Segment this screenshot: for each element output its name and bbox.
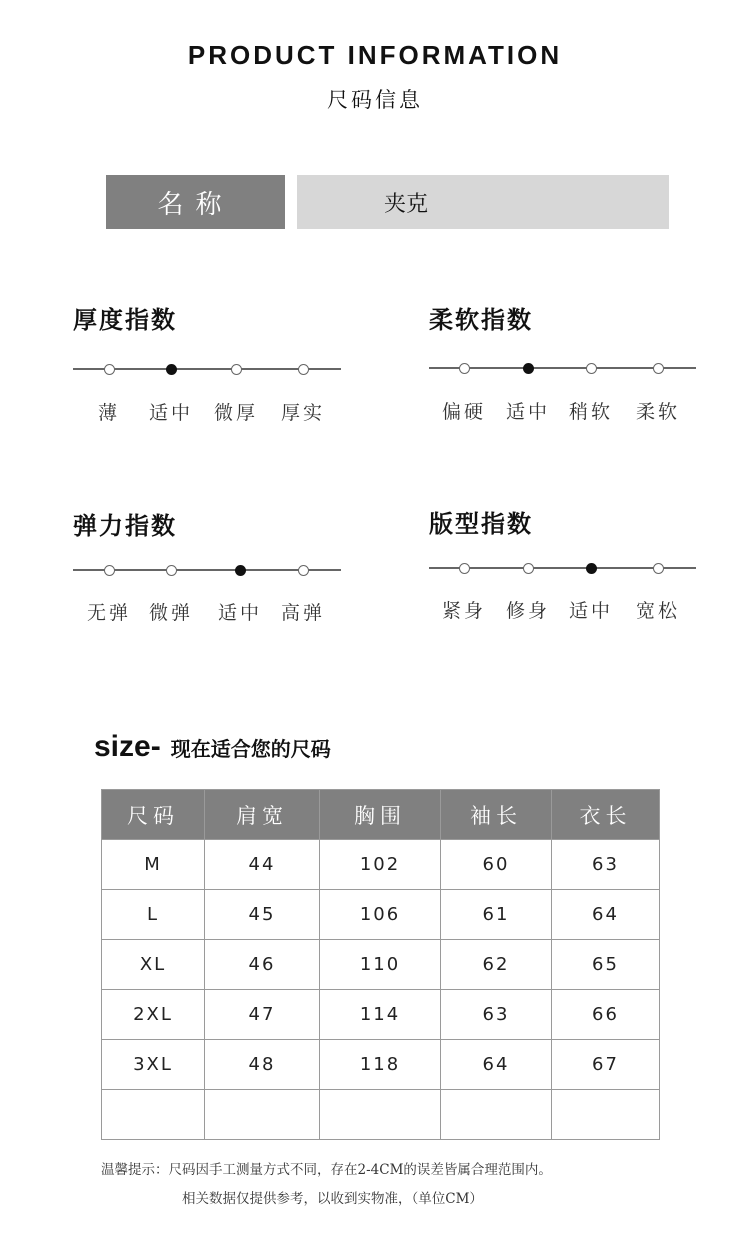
- table-cell: M: [102, 840, 205, 890]
- index-dot-thickness: [104, 364, 115, 375]
- index-dot-elasticity: [298, 565, 309, 576]
- table-cell-empty: [205, 1090, 320, 1140]
- index-option-fit: 紧身: [441, 600, 486, 622]
- table-row: [102, 1040, 660, 1090]
- index-option-fit: 修身: [505, 600, 550, 622]
- table-cell: 66: [552, 990, 660, 1040]
- index-title-elasticity: 弹力指数: [73, 512, 177, 540]
- size-table-header-cell: 袖长: [441, 790, 552, 840]
- table-cell: 2XL: [102, 990, 205, 1040]
- table-cell: 62: [441, 940, 552, 990]
- table-row-empty: [102, 1090, 660, 1140]
- index-title-thickness: 厚度指数: [73, 306, 177, 334]
- index-dot-fit: [653, 563, 664, 574]
- table-cell: 60: [441, 840, 552, 890]
- index-dot-elasticity: [166, 565, 177, 576]
- table-row: [102, 840, 660, 890]
- index-dot-softness: [586, 363, 597, 374]
- index-option-elasticity: 适中: [217, 602, 262, 624]
- size-table-header-cell: 胸围: [320, 790, 441, 840]
- index-title-softness: 柔软指数: [429, 306, 533, 334]
- index-option-elasticity: 高弹: [280, 602, 325, 624]
- index-dot-elasticity: [235, 565, 246, 576]
- index-option-thickness: 微厚: [213, 402, 258, 424]
- table-cell-empty: [441, 1090, 552, 1140]
- table-cell: 47: [205, 990, 320, 1040]
- table-cell: 64: [441, 1040, 552, 1090]
- index-option-elasticity: 无弹: [86, 602, 131, 624]
- table-cell: L: [102, 890, 205, 940]
- table-cell: 44: [205, 840, 320, 890]
- index-option-thickness: 适中: [148, 402, 193, 424]
- product-name-label: 名称: [106, 175, 285, 229]
- size-note-line1: 温馨提示：尺码因手工测量方式不同，存在2-4CM的误差皆属合理范围内。: [101, 1162, 552, 1178]
- table-cell: 102: [320, 840, 441, 890]
- product-name-value: 夹克: [297, 175, 669, 229]
- table-cell: 110: [320, 940, 441, 990]
- table-cell: 64: [552, 890, 660, 940]
- size-table-header-cell: 尺码: [102, 790, 205, 840]
- table-cell-empty: [320, 1090, 441, 1140]
- size-heading-sub: 现在适合您的尺码: [170, 737, 331, 761]
- table-cell: 63: [552, 840, 660, 890]
- index-dot-softness: [523, 363, 534, 374]
- size-table-header-cell: 肩宽: [205, 790, 320, 840]
- size-table-header-cell: 衣长: [552, 790, 660, 840]
- page-title-cn: 尺码信息: [327, 88, 423, 112]
- index-dot-thickness: [231, 364, 242, 375]
- table-cell: 114: [320, 990, 441, 1040]
- table-cell: 67: [552, 1040, 660, 1090]
- index-dot-elasticity: [104, 565, 115, 576]
- size-table: [101, 789, 660, 1140]
- index-dot-fit: [586, 563, 597, 574]
- index-option-softness: 稍软: [568, 401, 613, 423]
- size-heading: [94, 730, 331, 764]
- table-cell: 61: [441, 890, 552, 940]
- index-dot-fit: [523, 563, 534, 574]
- table-cell: 48: [205, 1040, 320, 1090]
- size-table-header: [102, 790, 660, 840]
- table-cell: 118: [320, 1040, 441, 1090]
- size-heading-main: size-: [94, 730, 161, 763]
- table-cell-empty: [102, 1090, 205, 1140]
- table-row: [102, 890, 660, 940]
- table-cell-empty: [552, 1090, 660, 1140]
- table-cell: 63: [441, 990, 552, 1040]
- index-option-softness: 适中: [505, 401, 550, 423]
- index-dot-fit: [459, 563, 470, 574]
- index-option-fit: 适中: [568, 600, 613, 622]
- table-cell: XL: [102, 940, 205, 990]
- index-option-fit: 宽松: [635, 600, 680, 622]
- index-option-thickness: 厚实: [280, 402, 325, 424]
- index-option-softness: 柔软: [635, 401, 680, 423]
- table-cell: 65: [552, 940, 660, 990]
- size-note-line2: 相关数据仅提供参考，以收到实物准，（单位CM）: [182, 1191, 483, 1207]
- index-option-softness: 偏硬: [441, 401, 486, 423]
- table-cell: 3XL: [102, 1040, 205, 1090]
- page-title-en: PRODUCT INFORMATION: [187, 40, 563, 70]
- index-dot-softness: [459, 363, 470, 374]
- index-option-thickness: 薄: [97, 402, 120, 424]
- index-dot-softness: [653, 363, 664, 374]
- index-option-elasticity: 微弹: [148, 602, 193, 624]
- index-title-fit: 版型指数: [429, 510, 533, 538]
- table-row: [102, 940, 660, 990]
- table-cell: 106: [320, 890, 441, 940]
- table-row: [102, 990, 660, 1040]
- table-cell: 46: [205, 940, 320, 990]
- index-dot-thickness: [166, 364, 177, 375]
- index-dot-thickness: [298, 364, 309, 375]
- table-cell: 45: [205, 890, 320, 940]
